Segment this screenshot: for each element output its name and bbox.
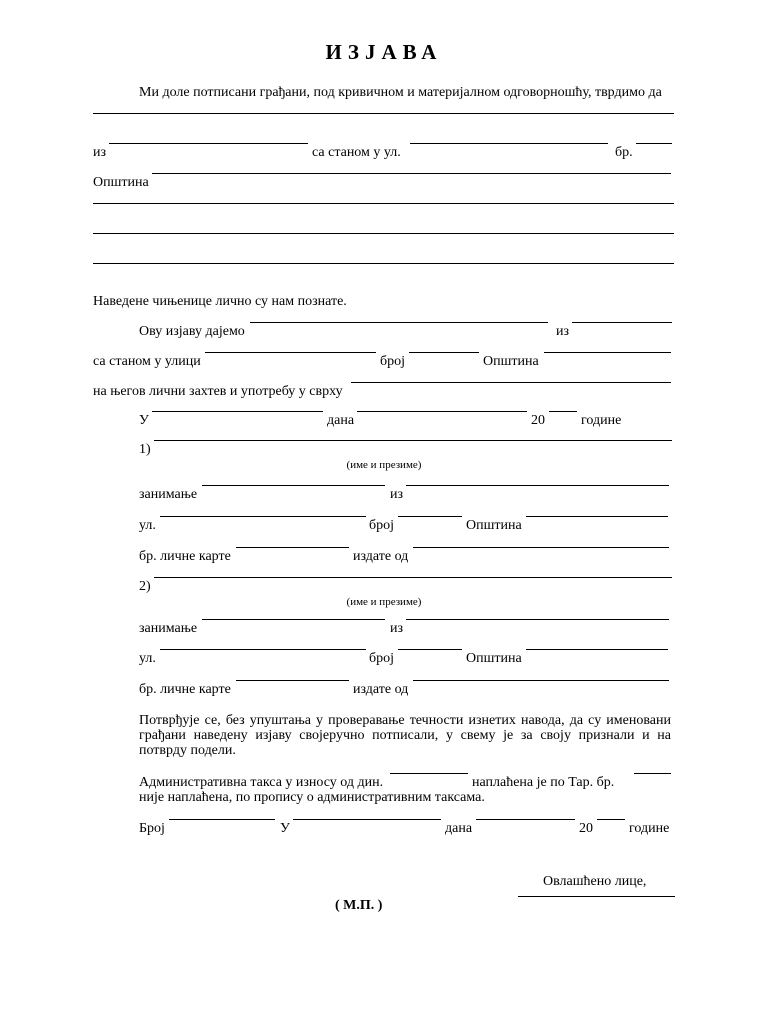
blank-tariff-number[interactable] bbox=[634, 773, 671, 774]
label-issued-by: издате од bbox=[353, 682, 409, 697]
blank-issued-by[interactable] bbox=[413, 680, 669, 681]
witness-2-number: 2) bbox=[139, 579, 151, 594]
label-from: из bbox=[93, 145, 107, 160]
blank-year[interactable] bbox=[549, 411, 577, 412]
label-day: дана bbox=[327, 413, 355, 428]
blank-line[interactable] bbox=[93, 233, 674, 234]
label-number: број bbox=[369, 518, 395, 533]
blank-number[interactable] bbox=[409, 352, 479, 353]
blank-give-statement[interactable] bbox=[250, 322, 548, 323]
blank-fee-amount[interactable] bbox=[390, 773, 468, 774]
blank-witness-1-name[interactable] bbox=[154, 440, 672, 441]
label-with-apartment: са станом у ул. bbox=[312, 145, 401, 160]
blank-issued-by[interactable] bbox=[413, 547, 669, 548]
blank-number[interactable] bbox=[398, 649, 462, 650]
blank-number[interactable] bbox=[398, 516, 462, 517]
label-number: број bbox=[369, 651, 395, 666]
intro-text: Ми доле потписани грађани, под кривичном и материјалном одговорношћу, тврдимо да bbox=[139, 85, 662, 100]
label-year-prefix: 20 bbox=[579, 821, 593, 836]
blank-occupation[interactable] bbox=[202, 485, 385, 486]
blank-municipality[interactable] bbox=[544, 352, 671, 353]
blank-place[interactable] bbox=[152, 411, 323, 412]
blank-from[interactable] bbox=[572, 322, 672, 323]
label-in: У bbox=[280, 821, 290, 836]
fee-text-line2: није наплаћена, по пропису о административним таксама. bbox=[139, 790, 485, 805]
blank-year[interactable] bbox=[597, 819, 625, 820]
blank-id-card[interactable] bbox=[236, 547, 349, 548]
blank-line[interactable] bbox=[93, 113, 674, 114]
blank-from[interactable] bbox=[406, 485, 669, 486]
label-year-prefix: 20 bbox=[531, 413, 545, 428]
blank-signature[interactable] bbox=[518, 896, 675, 897]
witness-1-number: 1) bbox=[139, 442, 151, 457]
label-occupation: занимање bbox=[139, 487, 198, 502]
label-no: бр. bbox=[615, 145, 633, 160]
label-issued-by: издате од bbox=[353, 549, 409, 564]
blank-id-card[interactable] bbox=[236, 680, 349, 681]
label-from: из bbox=[390, 621, 404, 636]
blank-line[interactable] bbox=[93, 263, 674, 264]
label-number: Број bbox=[139, 821, 165, 836]
label-years: године bbox=[629, 821, 670, 836]
stamp-place-label: ( М.П. ) bbox=[335, 898, 383, 913]
label-number: број bbox=[380, 354, 406, 369]
blank-witness-2-name[interactable] bbox=[154, 577, 672, 578]
blank-street[interactable] bbox=[410, 143, 608, 144]
blank-municipality[interactable] bbox=[526, 649, 668, 650]
label-years: године bbox=[581, 413, 622, 428]
label-id-card: бр. личне карте bbox=[139, 682, 231, 697]
confirmation-paragraph: Потврђује се, без упуштања у проверавање течности изнетих навода, да су именовани грађани наведену изјаву својеручно потписали, у свему је за своју признали и на потврду подели. bbox=[139, 713, 671, 758]
blank-day[interactable] bbox=[476, 819, 575, 820]
label-municipality: Општина bbox=[466, 518, 522, 533]
label-occupation: занимање bbox=[139, 621, 198, 636]
label-from: из bbox=[556, 324, 570, 339]
authorized-person-label: Овлашћено лице, bbox=[543, 874, 647, 889]
fee-text-part2: наплаћена је по Тар. бр. bbox=[472, 775, 615, 790]
blank-number[interactable] bbox=[169, 819, 275, 820]
blank-from[interactable] bbox=[109, 143, 308, 144]
blank-from[interactable] bbox=[406, 619, 669, 620]
label-street: ул. bbox=[139, 518, 156, 533]
label-street: са станом у улици bbox=[93, 354, 201, 369]
label-municipality: Општина bbox=[93, 175, 149, 190]
blank-street[interactable] bbox=[160, 516, 366, 517]
facts-known-text: Наведене чињенице лично су нам познате. bbox=[93, 294, 347, 309]
label-municipality: Општина bbox=[466, 651, 522, 666]
label-id-card: бр. личне карте bbox=[139, 549, 231, 564]
label-municipality: Општина bbox=[483, 354, 539, 369]
blank-municipality[interactable] bbox=[526, 516, 668, 517]
blank-line[interactable] bbox=[93, 203, 674, 204]
caption-name-surname: (име и презиме) bbox=[346, 459, 422, 471]
blank-place[interactable] bbox=[293, 819, 441, 820]
document-title: ИЗЈАВА bbox=[325, 40, 443, 64]
fee-text-part1: Административна такса у износу од дин. bbox=[139, 775, 384, 790]
label-day: дана bbox=[445, 821, 473, 836]
blank-day[interactable] bbox=[357, 411, 527, 412]
label-street: ул. bbox=[139, 651, 156, 666]
blank-street[interactable] bbox=[205, 352, 376, 353]
blank-street[interactable] bbox=[160, 649, 366, 650]
label-in: У bbox=[139, 413, 149, 428]
blank-purpose[interactable] bbox=[351, 382, 671, 383]
label-give-statement: Ову изјаву дајемо bbox=[139, 324, 245, 339]
caption-name-surname: (име и презиме) bbox=[346, 596, 422, 608]
label-request: на његов лични захтев и употребу у сврху bbox=[93, 384, 343, 399]
blank-occupation[interactable] bbox=[202, 619, 385, 620]
blank-municipality[interactable] bbox=[152, 173, 671, 174]
label-from: из bbox=[390, 487, 404, 502]
blank-no[interactable] bbox=[636, 143, 672, 144]
